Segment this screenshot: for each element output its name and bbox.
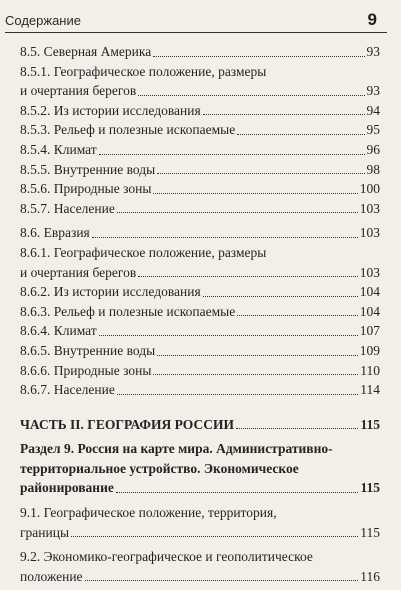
toc-entry-page: 104 <box>359 303 380 319</box>
toc-entry-page: 114 <box>360 382 380 398</box>
dot-leader <box>237 315 358 316</box>
toc-entry-title-line: 8.5. Северная Америка <box>20 44 152 59</box>
toc-entry-page: 98 <box>366 161 380 177</box>
dot-leader <box>153 56 364 57</box>
toc-entry-page: 104 <box>359 284 380 300</box>
dot-leader <box>71 536 358 537</box>
toc-entry[interactable] <box>20 321 380 341</box>
toc-entry-title-line: 8.5.3. Рельеф и полезные ископаемые <box>20 122 236 138</box>
toc-entry[interactable] <box>20 42 380 62</box>
toc-entry-page: 93 <box>366 83 380 99</box>
toc-entry[interactable] <box>20 199 380 219</box>
toc-entry-page: 107 <box>359 323 380 339</box>
toc-entry[interactable] <box>20 179 380 199</box>
toc-entry[interactable] <box>20 439 380 498</box>
toc-entry[interactable] <box>20 415 380 435</box>
toc-entry-title-line: 9.1. Географическое положение, территория, <box>20 505 277 521</box>
toc-entry-page: 103 <box>359 225 380 241</box>
page-header <box>5 10 387 32</box>
toc-entry-page: 116 <box>360 568 380 584</box>
toc-entry-title-line: границы <box>20 524 70 540</box>
toc-entry[interactable] <box>20 341 380 361</box>
toc-entry-title-line: 8.6.3. Рельеф и полезные ископаемые <box>20 303 236 319</box>
toc-entry-title-line: Раздел 9. Россия на карте мира. Административно- <box>20 441 333 457</box>
toc-entry[interactable] <box>20 160 380 180</box>
toc-entry[interactable] <box>20 101 380 121</box>
toc-spacer <box>20 400 380 415</box>
dot-leader <box>153 193 357 194</box>
dot-leader <box>236 428 359 429</box>
toc-entry-title-line: 8.5.1. Географическое положение, размеры <box>20 63 267 79</box>
toc-entry-page: 109 <box>359 342 380 358</box>
page-number: 9 <box>367 10 377 29</box>
toc-entry-page: 95 <box>366 122 380 138</box>
toc-entry-title-line: и очертания берегов <box>20 83 137 99</box>
toc-entry-page: 115 <box>360 524 380 540</box>
toc-entry-title-line: 8.5.7. Население <box>20 200 115 216</box>
toc-entry-page: 96 <box>366 141 380 157</box>
dot-leader <box>117 394 358 395</box>
toc-entry-title-line: 9.2. Экономико-географическое и геополитическое <box>20 549 313 565</box>
toc-entry-title-line: 8.6.1. Географическое положение, размеры <box>20 244 267 260</box>
toc-entry-title-line: положение <box>20 568 83 584</box>
toc-entry-title-line: 8.5.2. Из истории исследования <box>20 102 201 118</box>
toc-entry-page: 110 <box>360 362 380 378</box>
toc-entry-title-line: 8.6.2. Из истории исследования <box>20 284 201 300</box>
dot-leader <box>99 154 365 155</box>
toc-entry-title-line: 8.6. Евразия <box>20 225 90 241</box>
dot-leader <box>237 134 364 135</box>
toc-entry[interactable] <box>20 62 380 101</box>
toc-entry[interactable] <box>20 223 380 243</box>
toc-entry-page: 93 <box>366 44 380 59</box>
toc-entry-title-line: 8.5.5. Внутренние воды <box>20 161 156 177</box>
toc-entry[interactable] <box>20 120 380 140</box>
toc-entry-title-line: 8.5.4. Климат <box>20 141 97 157</box>
dot-leader <box>157 173 364 174</box>
table-of-contents <box>20 42 380 586</box>
toc-entry[interactable] <box>20 361 380 381</box>
toc-entry-title-line: территориальное устройство. Экономическое <box>20 460 299 476</box>
dot-leader <box>138 276 358 277</box>
toc-entry[interactable] <box>20 380 380 400</box>
toc-entry-title-line: 8.5.6. Природные зоны <box>20 181 152 197</box>
dot-leader <box>99 335 358 336</box>
toc-entry[interactable] <box>20 243 380 282</box>
toc-entry-page: 115 <box>360 416 380 432</box>
toc-entry-page: 100 <box>359 181 380 197</box>
toc-entry[interactable] <box>20 503 380 542</box>
toc-entry[interactable] <box>20 140 380 160</box>
toc-entry-page: 94 <box>366 102 380 118</box>
toc-entry-title-line: районирование <box>20 480 114 496</box>
header-rule <box>5 32 387 33</box>
running-head-title: Содержание <box>5 13 81 28</box>
toc-entry-title-line: 8.6.7. Население <box>20 382 115 398</box>
toc-entry-title-line: 8.6.5. Внутренние воды <box>20 342 156 358</box>
toc-entry[interactable] <box>20 547 380 586</box>
toc-entry-title-line: ЧАСТЬ II. ГЕОГРАФИЯ РОССИИ <box>20 416 234 432</box>
dot-leader <box>153 374 358 375</box>
dot-leader <box>138 95 364 96</box>
dot-leader <box>157 355 358 356</box>
dot-leader <box>116 492 359 493</box>
toc-entry[interactable] <box>20 302 380 322</box>
dot-leader <box>203 296 358 297</box>
toc-entry-title-line: 8.6.4. Климат <box>20 323 97 339</box>
dot-leader <box>92 237 358 238</box>
toc-entry-page: 103 <box>359 200 380 216</box>
dot-leader <box>85 580 359 581</box>
toc-entry-title-line: и очертания берегов <box>20 264 137 280</box>
toc-entry-title-line: 8.6.6. Природные зоны <box>20 362 152 378</box>
toc-entry[interactable] <box>20 282 380 302</box>
dot-leader <box>117 212 358 213</box>
toc-entry-page: 103 <box>359 264 380 280</box>
toc-entry-page: 115 <box>360 480 380 496</box>
dot-leader <box>203 114 365 115</box>
